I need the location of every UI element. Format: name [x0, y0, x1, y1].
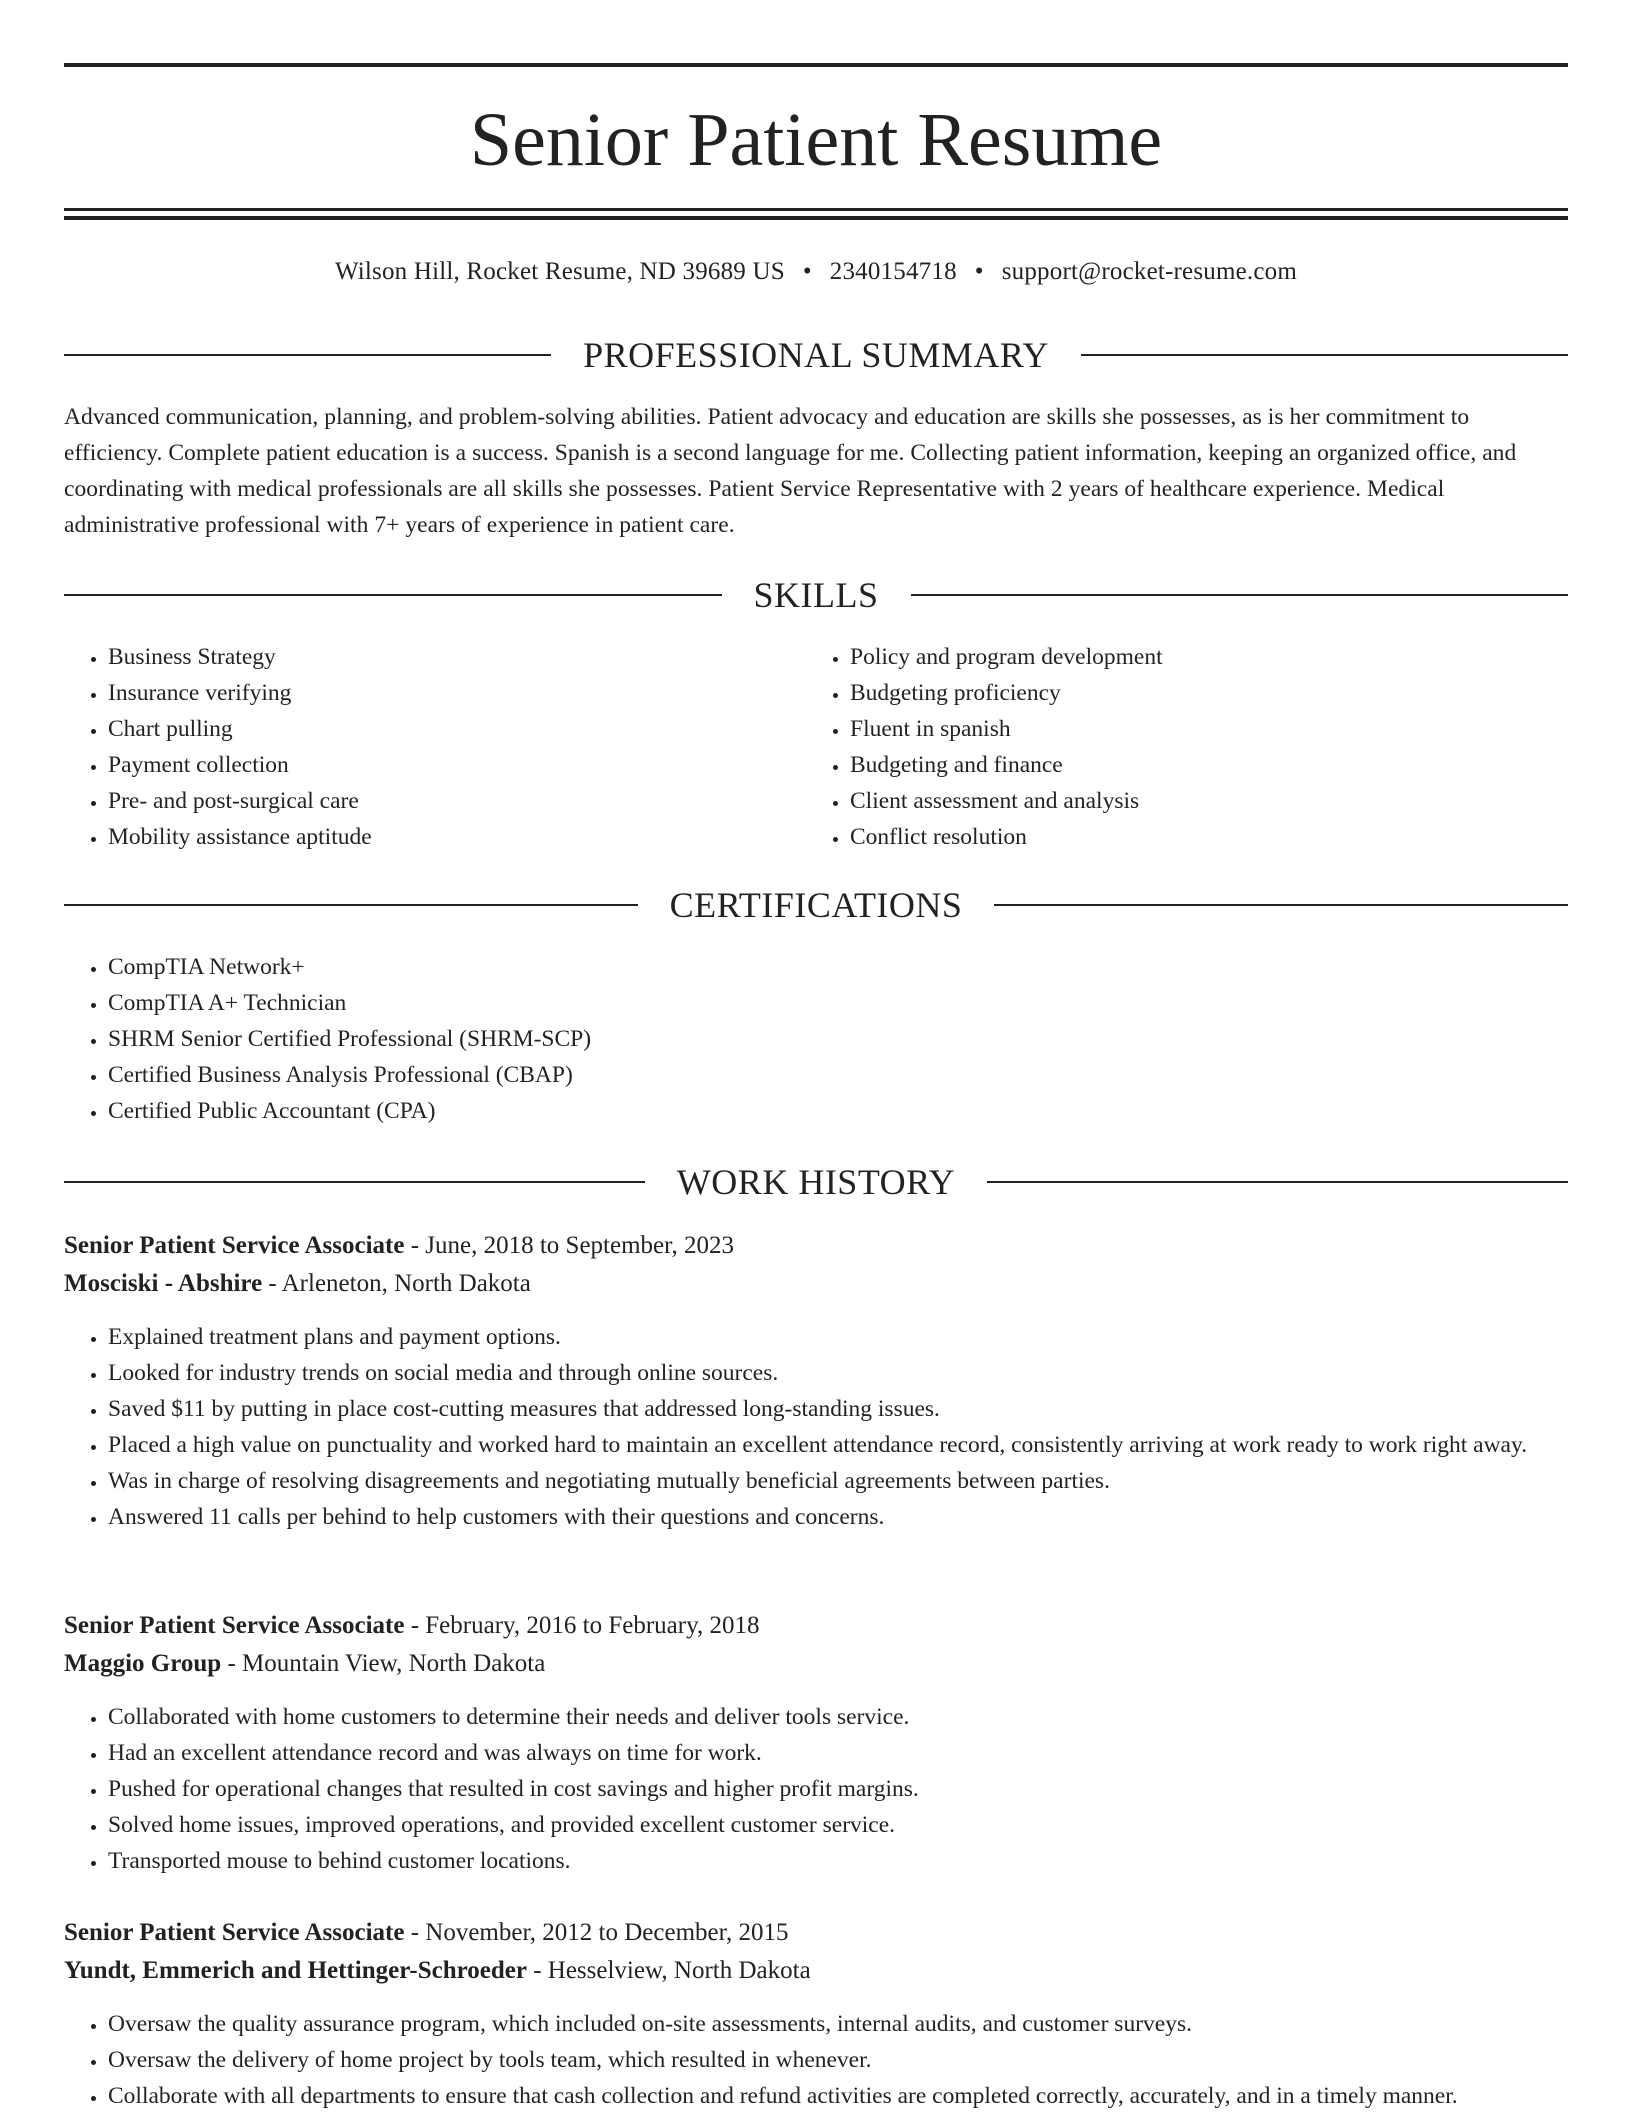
summary-text: Advanced communication, planning, and problem-solving abilities. Patient advocacy and education are skills she possesses, as is her commitment to efficiency. Complete patient education is a success. Spanish is a second language for me. Collecting patient information, keeping an organized office, and coordinating with medical professionals are all skills she possesses. Patient Service Representative with 2 years of healthcare experience. Medical administrative professional with 7+ years of experience in patient care.	[64, 404, 1517, 538]
section-title: WORK HISTORY	[676, 1162, 956, 1202]
job-company-line	[64, 1645, 1568, 1683]
skill-item: • Payment collection	[108, 747, 848, 783]
top-rule	[64, 63, 1568, 67]
heading-rule-right	[911, 594, 1569, 596]
resume-title: Senior Patient Resume	[469, 98, 1163, 182]
contact-phone: 2340154718	[829, 258, 957, 285]
job-bullet: • Collaborated with home customers to determine their needs and deliver tools service.	[108, 1699, 1568, 1735]
job-bullet: • Collaborate with all departments to ensure that cash collection and refund activities are completed correctly, accurately, and in a timely manner.	[108, 2078, 1568, 2114]
job-company-line	[64, 1265, 1568, 1303]
skills-list-left	[64, 639, 848, 855]
section-heading-certifications	[64, 883, 1568, 927]
section-title: PROFESSIONAL SUMMARY	[583, 335, 1049, 375]
contact-address: Wilson Hill, Rocket Resume, ND 39689 US	[334, 258, 785, 285]
job-title-line	[64, 1227, 1568, 1265]
skill-item: • Business Strategy	[108, 639, 848, 675]
skill-item: • Conflict resolution	[850, 819, 1610, 855]
job-company: Yundt, Emmerich and Hettinger-Schroeder	[64, 1957, 527, 1984]
contact-separator: •	[802, 258, 812, 285]
skill-item: • Insurance verifying	[108, 675, 848, 711]
job-location: - Hesselview, North Dakota	[526, 1957, 811, 1984]
job-bullets	[64, 2006, 1568, 2114]
job-title: Senior Patient Service Associate	[64, 1232, 405, 1259]
job-company: Mosciski - Abshire	[64, 1270, 263, 1297]
section-title: SKILLS	[753, 575, 879, 615]
job-bullets	[64, 1699, 1568, 1879]
skill-item: • Budgeting proficiency	[850, 675, 1610, 711]
heading-rule-right	[987, 1181, 1568, 1183]
job-bullet: • Answered 11 calls per behind to help customers with their questions and concerns.	[108, 1499, 1568, 1535]
job-dates: - November, 2012 to December, 2015	[404, 1919, 789, 1946]
job-company-line	[64, 1952, 1568, 1990]
skills-list-right	[806, 639, 1610, 855]
skill-item: • Client assessment and analysis	[850, 783, 1610, 819]
job-company: Maggio Group	[64, 1650, 222, 1677]
skill-item: • Chart pulling	[108, 711, 848, 747]
job-bullet: • Oversaw the quality assurance program, which included on-site assessments, internal audits, and customer surveys.	[108, 2006, 1568, 2042]
heading-rule-left	[64, 1181, 645, 1183]
heading-rule-right	[1081, 354, 1568, 356]
job-bullet: • Transported mouse to behind customer locations.	[108, 1843, 1568, 1879]
certification-item: • Certified Public Accountant (CPA)	[108, 1093, 1612, 1129]
skill-item: • Fluent in spanish	[850, 711, 1610, 747]
job-bullet: • Was in charge of resolving disagreements and negotiating mutually beneficial agreements between parties.	[108, 1463, 1568, 1499]
job-bullet: • Explained treatment plans and payment options.	[108, 1319, 1568, 1355]
contact-email: support@rocket-resume.com	[1001, 258, 1298, 285]
job-entry	[64, 1607, 1568, 1879]
certification-item: • CompTIA A+ Technician	[108, 985, 1612, 1021]
heading-rule-left	[64, 904, 638, 906]
skill-item: • Pre- and post-surgical care	[108, 783, 848, 819]
skill-item: • Mobility assistance aptitude	[108, 819, 848, 855]
job-bullet: • Solved home issues, improved operations, and provided excellent customer service.	[108, 1807, 1568, 1843]
section-title: CERTIFICATIONS	[669, 885, 963, 925]
job-title-line	[64, 1607, 1568, 1645]
job-dates: - February, 2016 to February, 2018	[404, 1612, 760, 1639]
job-bullet: • Had an excellent attendance record and was always on time for work.	[108, 1735, 1568, 1771]
job-bullet: • Looked for industry trends on social media and through online sources.	[108, 1355, 1568, 1391]
job-bullets	[64, 1319, 1568, 1535]
title-rule-upper	[64, 208, 1568, 211]
job-title: Senior Patient Service Associate	[64, 1612, 405, 1639]
job-title: Senior Patient Service Associate	[64, 1919, 405, 1946]
job-bullet: • Oversaw the delivery of home project by tools team, which resulted in whenever.	[108, 2042, 1568, 2078]
job-title-line	[64, 1914, 1568, 1952]
contact-line	[64, 254, 1568, 290]
certification-item: • CompTIA Network+	[108, 949, 1612, 985]
section-heading-work-history	[64, 1160, 1568, 1204]
job-bullet: • Pushed for operational changes that resulted in cost savings and higher profit margins.	[108, 1771, 1568, 1807]
certification-item: • Certified Business Analysis Professional (CBAP)	[108, 1057, 1612, 1093]
heading-rule-left	[64, 594, 722, 596]
heading-rule-left	[64, 354, 551, 356]
job-entry	[64, 1914, 1568, 2114]
job-location: - Mountain View, North Dakota	[221, 1650, 546, 1677]
job-dates: - June, 2018 to September, 2023	[404, 1232, 734, 1259]
certification-item: • SHRM Senior Certified Professional (SHRM-SCP)	[108, 1021, 1612, 1057]
job-location: - Arleneton, North Dakota	[262, 1270, 531, 1297]
skill-item: • Policy and program development	[850, 639, 1610, 675]
job-entry	[64, 1227, 1568, 1535]
title-rule-lower	[64, 216, 1568, 220]
certifications-list	[64, 949, 1612, 1129]
skill-item: • Budgeting and finance	[850, 747, 1610, 783]
section-heading-summary	[64, 333, 1568, 377]
job-bullet: • Placed a high value on punctuality and worked hard to maintain an excellent attendance record, consistently arriving at work ready to work right away.	[108, 1427, 1568, 1463]
section-heading-skills	[64, 573, 1568, 617]
contact-separator: •	[974, 258, 984, 285]
job-bullet: • Saved $11 by putting in place cost-cutting measures that addressed long-standing issues.	[108, 1391, 1568, 1427]
heading-rule-right	[994, 904, 1568, 906]
